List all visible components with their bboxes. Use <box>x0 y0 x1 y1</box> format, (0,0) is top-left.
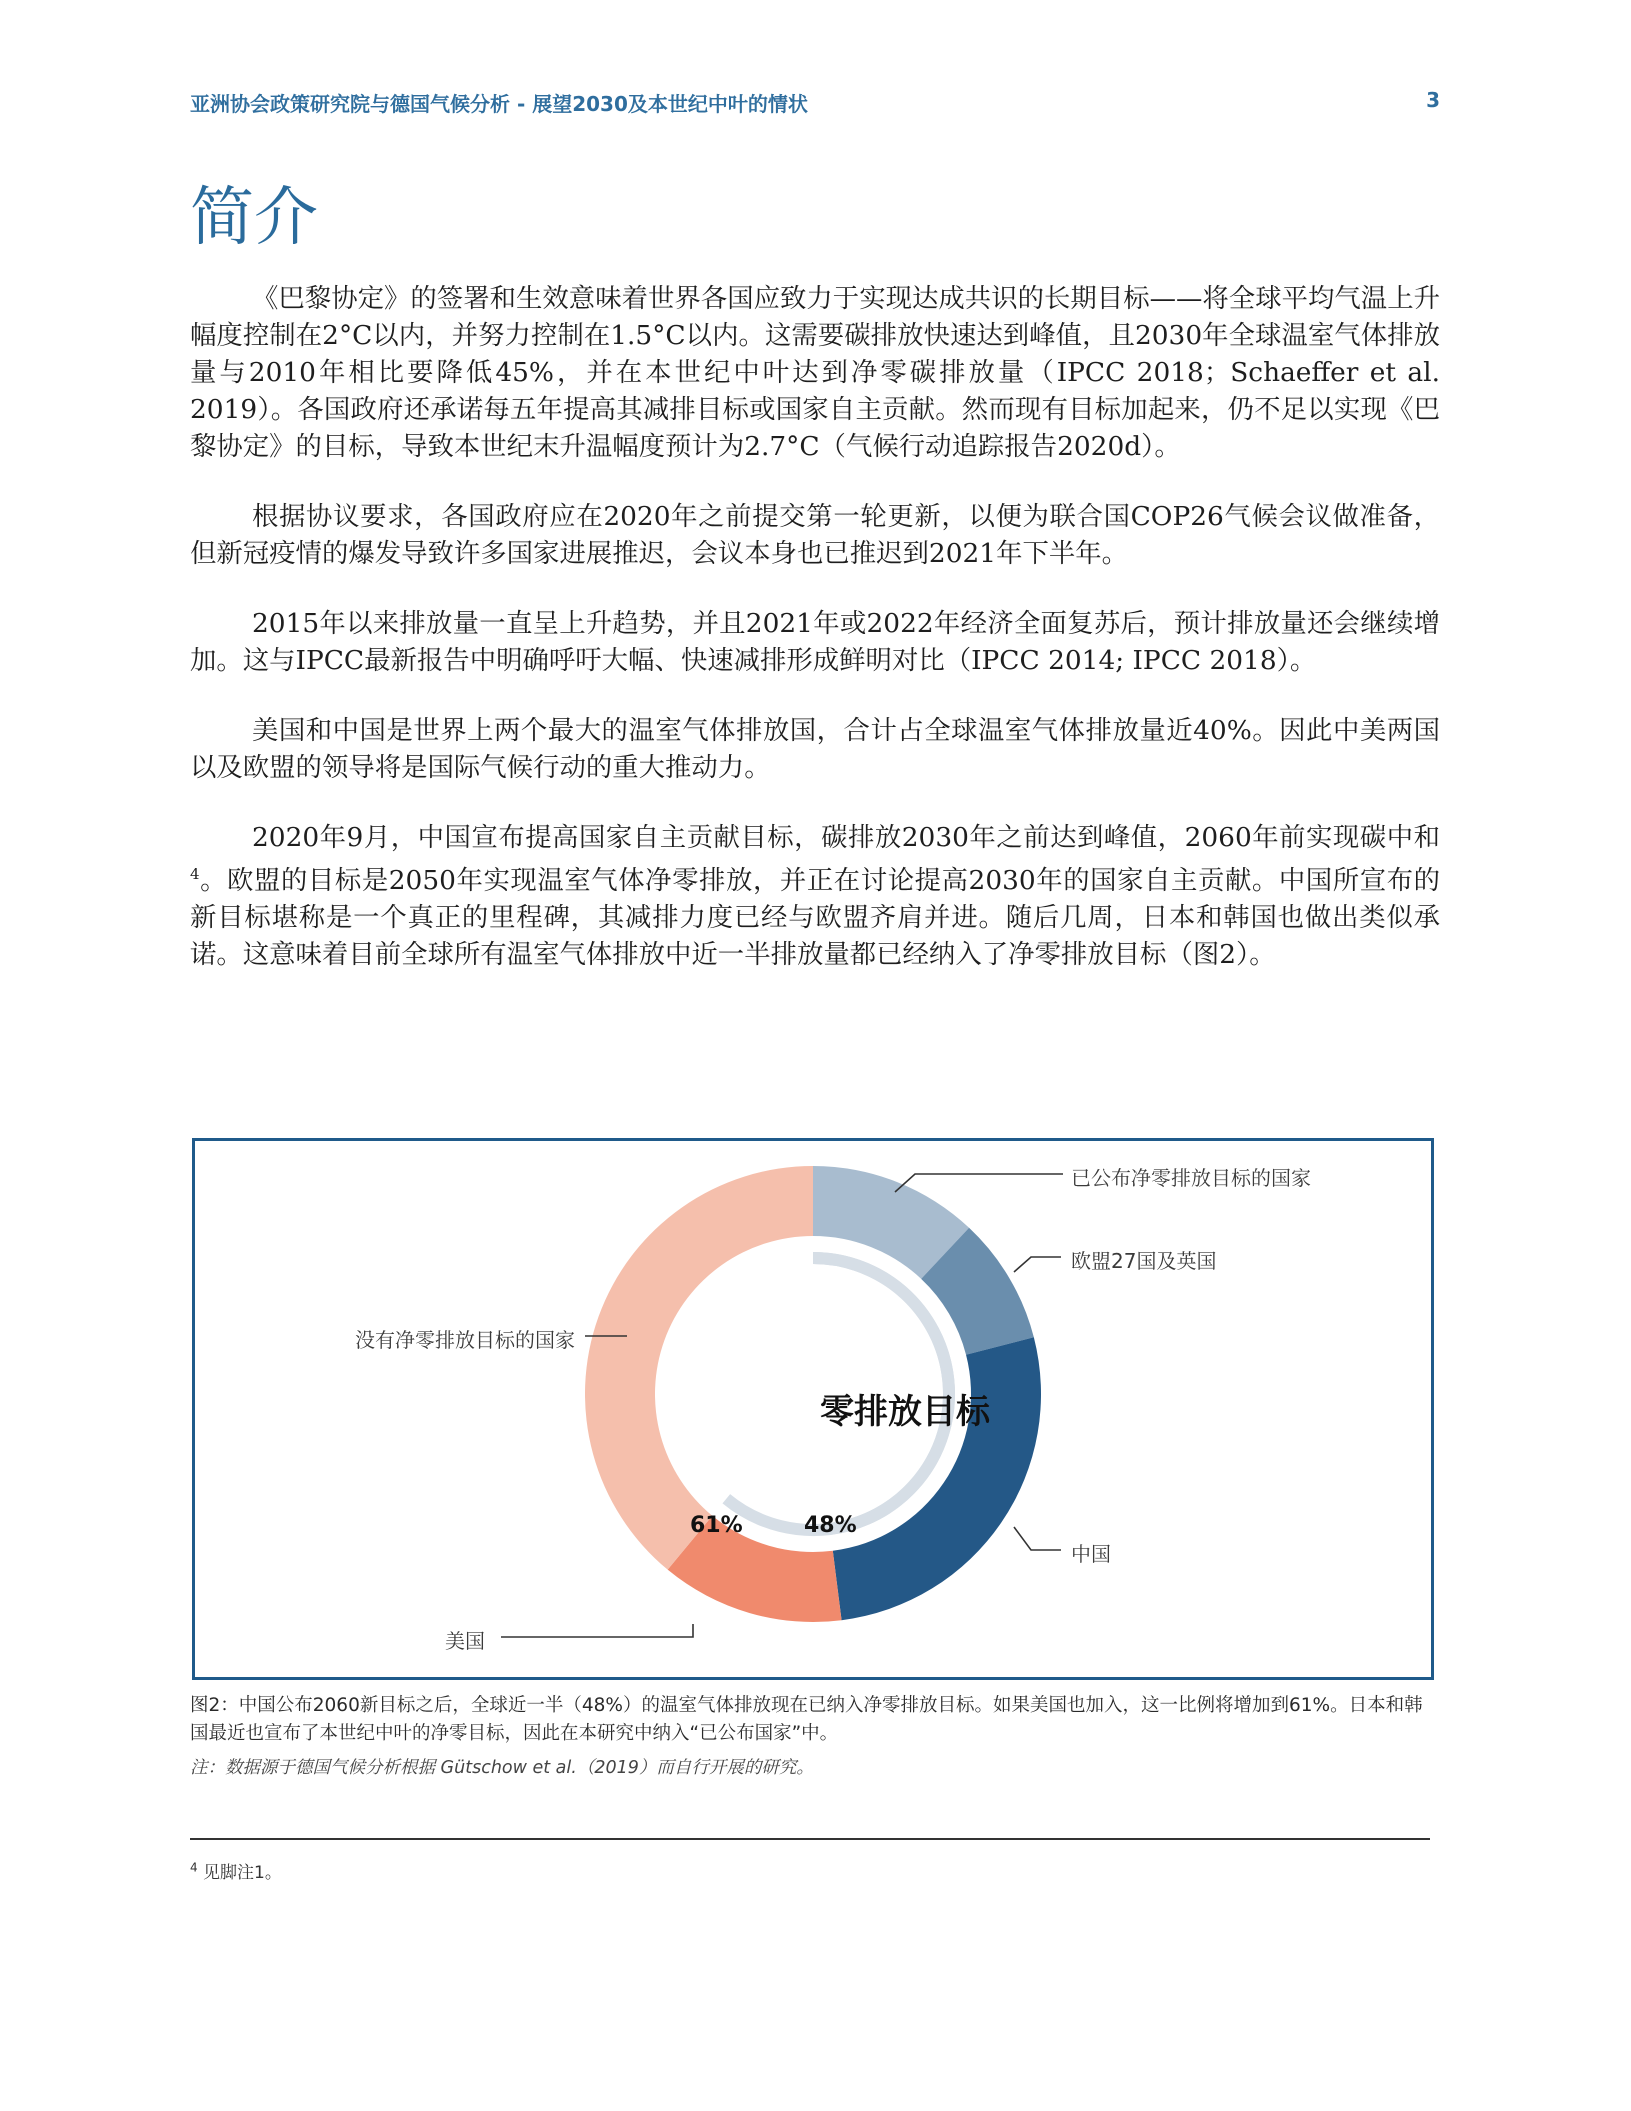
page-number: 3 <box>1426 88 1440 112</box>
footnote-reference[interactable]: 4 <box>190 865 200 883</box>
leader-line-china <box>1014 1527 1061 1550</box>
label-announced: 已公布净零排放目标的国家 <box>1071 1166 1311 1190</box>
footnote-number: 4 <box>190 1860 198 1875</box>
paragraph-1: 《巴黎协定》的签署和生效意味着世界各国应致力于实现达成共识的长期目标——将全球平均气温上升幅度控制在2°C以内，并努力控制在1.5°C以内。这需要碳排放快速达到峰值，且2030年全球温室气体排放量与2010年相比要降低45%，并在本世纪中叶达到净零碳排放量（IPCC 2018；Schaeffer et al. 2019）。各国政府还承诺每五年提高其减排目标或国家自主贡献。然而现有目标加起来，仍不足以实现《巴黎协定》的目标，导致本世纪末升温幅度预计为2.7°C（气候行动追踪报告2020d）。 <box>190 283 1440 462</box>
leader-line-announced <box>895 1174 1063 1192</box>
paragraph-2: 根据协议要求，各国政府应在2020年之前提交第一轮更新，以便为联合国COP26气候会议做准备，但新冠疫情的爆发导致许多国家进展推迟，会议本身也已推迟到2021年下半年。 <box>190 501 1440 569</box>
figure-2 <box>192 1138 1434 1680</box>
label-eu-uk: 欧盟27国及英国 <box>1071 1249 1217 1273</box>
body-text <box>190 280 1440 1006</box>
figure-note: 注：数据源于德国气候分析根据 Gütschow et al.（2019）而自行开展的研究。 <box>190 1758 814 1778</box>
paragraph-3: 2015年以来排放量一直呈上升趋势，并且2021年或2022年经济全面复苏后，预计排放量还会继续增加。这与IPCC最新报告中明确呼吁大幅、快速减排形成鲜明对比（IPCC 2014; IPCC 2018）。 <box>190 608 1440 676</box>
paragraph-5-text-a: 2020年9月，中国宣布提高国家自主贡献目标，碳排放2030年之前达到峰值，2060年前实现碳中和 <box>252 822 1440 853</box>
running-header <box>190 88 1440 120</box>
pct-48-label: 48% <box>804 1513 857 1538</box>
paragraph-4: 美国和中国是世界上两个最大的温室气体排放国，合计占全球温室气体排放量近40%。因此中美两国以及欧盟的领导将是国际气候行动的重大推动力。 <box>190 715 1440 783</box>
label-china: 中国 <box>1071 1542 1111 1566</box>
label-usa: 美国 <box>445 1629 485 1653</box>
footnote <box>190 1858 282 1883</box>
paragraph-5 <box>190 819 1440 973</box>
paragraph-5-text-b: 。欧盟的目标是2050年实现温室气体净零排放，并正在讨论提高2030年的国家自主贡献。中国所宣布的新目标堪称是一个真正的里程碑，其减排力度已经与欧盟齐肩并进。随后几周，日本和韩国也做出类似承诺。这意味着目前全球所有温室气体排放中近一半排放量都已经纳入了净零排放目标（图2）。 <box>190 864 1440 970</box>
donut-segment-no-target <box>585 1166 813 1570</box>
footnote-text: 见脚注1。 <box>203 1863 282 1883</box>
chart-center-title: 零排放目标 <box>820 1392 990 1432</box>
footnote-divider <box>190 1838 1430 1840</box>
leader-line-eu <box>1014 1257 1061 1272</box>
running-title: 亚洲协会政策研究院与德国气候分析 - 展望2030及本世纪中叶的情状 <box>190 92 808 116</box>
leader-line-usa <box>501 1624 693 1637</box>
section-title: 简介 <box>190 181 318 255</box>
figure-caption: 图2：中国公布2060新目标之后，全球近一半（48%）的温室气体排放现在已纳入净零排放目标。如果美国也加入，这一比例将增加到61%。日本和韩国最近也宣布了本世纪中叶的净零目标，因此在本研究中纳入“已公布国家”中。 <box>190 1695 1423 1744</box>
donut-segment-china <box>833 1337 1041 1620</box>
label-no-target: 没有净零排放目标的国家 <box>355 1328 575 1352</box>
pct-61-label: 61% <box>690 1513 743 1538</box>
